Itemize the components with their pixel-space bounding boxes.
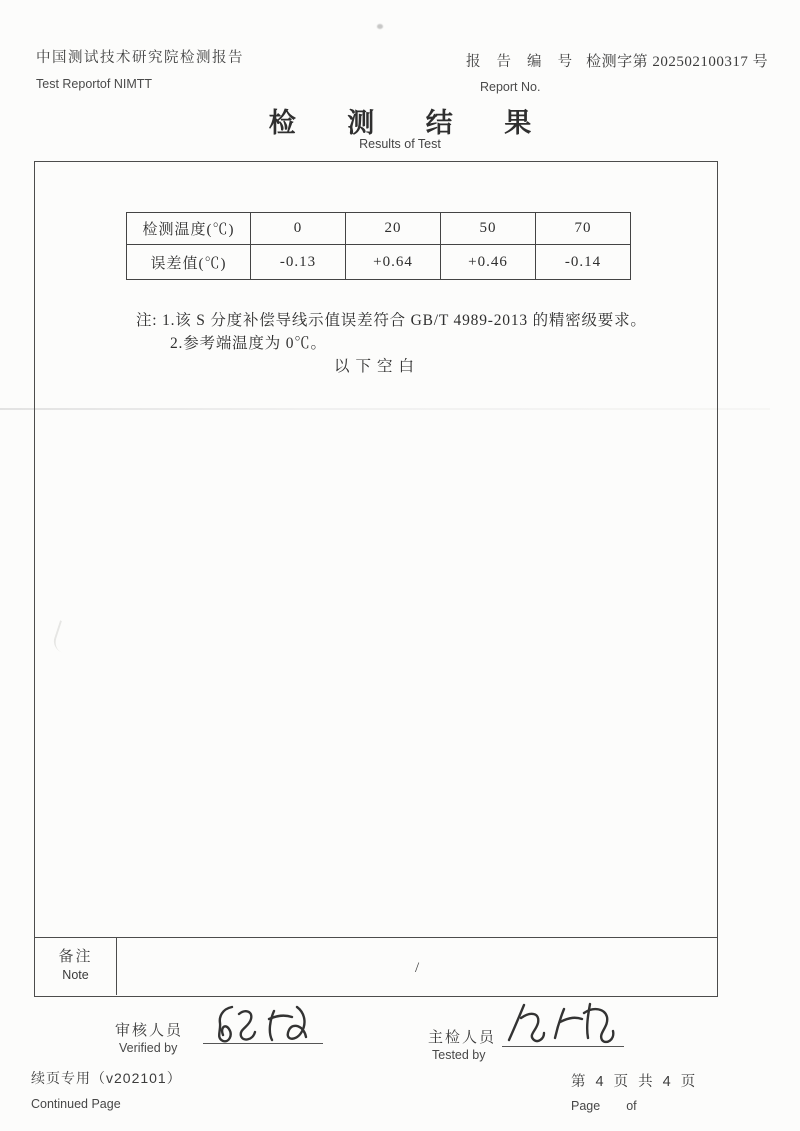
row-header-error: 误差值(℃) [127,245,251,280]
page-number-zh: 第 4 页 共 4 页 [571,1074,699,1090]
org-title-zh: 中国测试技术研究院检测报告 [36,50,244,66]
footer-left [31,1068,182,1111]
temperature-value: 70 [536,213,631,245]
table-row [127,245,631,280]
page-subtitle: Results of Test [359,137,441,151]
verified-by-label-zh: 审核人员 [115,1022,184,1039]
remark-value: / [415,960,420,976]
table-row [127,213,631,245]
temperature-value: 50 [441,213,536,245]
results-table [126,212,631,280]
verified-signature-handwriting [212,1002,320,1046]
header-right [466,50,768,94]
report-no-label-en: Report No. [480,80,541,94]
row-header-temperature: 检测温度(℃) [127,213,251,245]
footer-left-zh: 续页专用（v202101） [31,1070,182,1086]
tested-signature-handwriting [506,998,624,1046]
tested-by-label-zh: 主检人员 [428,1029,497,1046]
temperature-value: 0 [251,213,346,245]
remark-label [35,945,116,982]
remark-label-en: Note [62,968,89,982]
of-word: of [626,1099,637,1113]
note-line-2: 2.参考端温度为 0℃。 [170,335,327,352]
page-word: Page [571,1099,601,1113]
temperature-value: 20 [346,213,441,245]
remark-label-zh: 备注 [58,948,93,965]
org-title-en: Test Reportof NIMTT [36,77,152,91]
report-no-label-zh: 报 告 编 号 [466,54,579,70]
tested-signature-line [502,1046,624,1047]
notes-block [136,309,647,355]
error-value: -0.14 [536,245,631,280]
report-no-value: 检测字第 202502100317 号 [586,54,769,70]
verified-by-label-en: Verified by [119,1041,178,1055]
scan-dot-artifact [377,24,383,29]
footer-page-number [571,1070,698,1113]
footer-left-en: Continued Page [31,1097,121,1111]
remark-top-border [35,937,717,938]
error-value: +0.46 [441,245,536,280]
page-title: 检 测 结 果 [268,108,554,138]
remark-cell-border [116,938,117,995]
error-value: +0.64 [346,245,441,280]
blank-below-marker: 以下空白 [333,358,420,375]
report-body-frame [34,161,718,997]
tested-by-label-en: Tested by [432,1048,486,1062]
error-value: -0.13 [251,245,346,280]
header-left [36,46,244,91]
note-line-1: 注: 1.该 S 分度补偿导线示值误差符合 GB/T 4989-2013 的精密级要求。 [136,312,647,329]
